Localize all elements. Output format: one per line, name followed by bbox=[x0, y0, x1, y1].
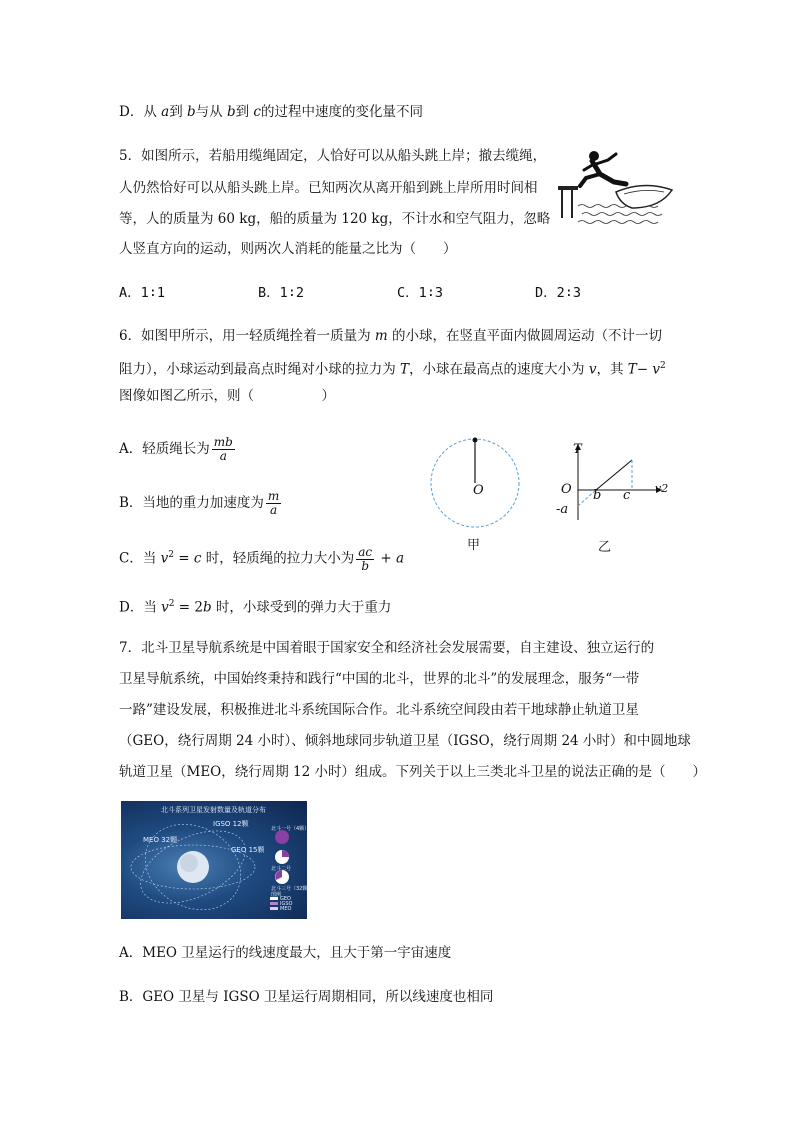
fig-yi-neg-a: -a bbox=[556, 502, 569, 517]
q6-stem-line-3: 图像如图乙所示，则（ ） bbox=[119, 388, 335, 404]
fig-yi-y-label: T bbox=[573, 442, 582, 457]
boat bbox=[616, 185, 672, 208]
legend-geo: GEO bbox=[280, 896, 291, 902]
legend-igso: IGSO bbox=[280, 901, 293, 907]
q5-option-c: C．1∶3 bbox=[397, 285, 444, 301]
q5-stem-line-3: 等，人的质量为 60 kg，船的质量为 120 kg，不计水和空气阻力，忽略 bbox=[119, 211, 551, 227]
q5-option-a: A．1∶1 bbox=[119, 285, 166, 301]
q6-option-b: B．当地的重力加速度为 $\frac{m}{a}$ bbox=[119, 489, 280, 517]
pier-deck bbox=[558, 186, 578, 190]
label-geo: GEO 15颗 bbox=[231, 846, 265, 854]
q7-stem-line-4: （GEO，绕行周期 24 小时）、倾斜地球同步轨道卫星（IGSO，绕行周期 24 小时）和中圆地球 bbox=[119, 733, 691, 749]
q7-stem-line-2: 卫星导航系统，中国始终秉持和践行“中国的北斗，世界的北斗”的发展理念，服务“一带 bbox=[119, 671, 640, 687]
fig-yi-x-label: v2 bbox=[655, 482, 669, 495]
q7-stem-line-1: 7．北斗卫星导航系统是中国着眼于国家安全和经济社会发展需要，自主建设、独立运行的 bbox=[119, 640, 655, 656]
q5-stem-line-4: 人竖直方向的运动，则两次人消耗的能量之比为（ ） bbox=[119, 241, 457, 257]
label-igso: IGSO 12颗 bbox=[213, 820, 249, 828]
beidou-satellite-image bbox=[121, 801, 313, 919]
q6-option-c: C．当 $v^2 = c$ 时，轻质绳的拉力大小为 $\frac{ac}{b}$ + a bbox=[119, 544, 405, 573]
fig-yi-c: c bbox=[623, 488, 631, 503]
image-title: 北斗系列卫星发射数量及轨道分布 bbox=[161, 806, 266, 814]
q5-boat-jump-figure bbox=[556, 148, 674, 228]
q4-option-d: D．从 a到 b与从 b到 c的过程中速度的变化量不同 bbox=[119, 104, 423, 120]
fig-yi-caption: 乙 bbox=[598, 540, 612, 555]
legend-beidou-2: 北斗二号 bbox=[271, 866, 292, 872]
label-meo: MEO 32颗 bbox=[143, 836, 178, 844]
q5-option-d: D．2∶3 bbox=[535, 285, 582, 301]
water-waves bbox=[578, 205, 662, 224]
q6-stem-line-1: 6．如图甲所示，用一轻质绳拴着一质量为 m 的小球，在竖直平面内做圆周运动（不计一切 bbox=[119, 328, 662, 344]
q5-stem-line-1: 5．如图所示，若船用缆绳固定，人恰好可以从船头跳上岸；撤去缆绳， bbox=[119, 148, 547, 164]
fig-jia-center-label: O bbox=[473, 483, 484, 498]
fig-yi-b: b bbox=[593, 488, 602, 503]
q6-option-a: A．轻质绳长为 $\frac{mb}{a}$ bbox=[119, 435, 233, 463]
pie-chart-1 bbox=[275, 830, 289, 844]
q7-option-a: A．MEO 卫星运行的线速度最大，且大于第一宇宙速度 bbox=[119, 945, 452, 961]
legend-meo: MEO bbox=[280, 906, 292, 912]
q6-stem-line-2: 阻力），小球运动到最高点时绳对小球的拉力为 T，小球在最高点的速度大小为 v，其 $T- v^2$ bbox=[119, 361, 666, 378]
t-v2-line bbox=[596, 460, 632, 490]
fig-jia-caption: 甲 bbox=[467, 538, 481, 553]
q7-stem-line-3: 一路”建设发展，积极推进北斗系统国际合作。北斗系统空间段由若干地球静止轨道卫星 bbox=[119, 702, 639, 718]
q5-option-b: B．1∶2 bbox=[258, 285, 305, 301]
legend-beidou-1: 北斗一号（4颗） bbox=[271, 826, 310, 832]
q6-option-d: D．当 $v^2 = 2b$ 时，小球受到的弹力大于重力 bbox=[119, 599, 392, 616]
legend-beidou-3: 北斗三号（32颗） bbox=[271, 886, 313, 892]
q7-option-b: B．GEO 卫星与 IGSO 卫星运行周期相同，所以线速度也相同 bbox=[119, 989, 494, 1005]
legend-title: 图例 bbox=[271, 892, 282, 898]
ball bbox=[473, 438, 478, 443]
q5-stem-line-2: 人仍然恰好可以从船头跳上岸。已知两次从离开船到跳上岸所用时间相 bbox=[119, 180, 538, 196]
q7-stem-line-5: 轨道卫星（MEO，绕行周期 12 小时）组成。下列关于以上三类北斗卫星的说法正确的是（ ） bbox=[119, 764, 707, 780]
fig-yi-origin: O bbox=[561, 482, 572, 497]
